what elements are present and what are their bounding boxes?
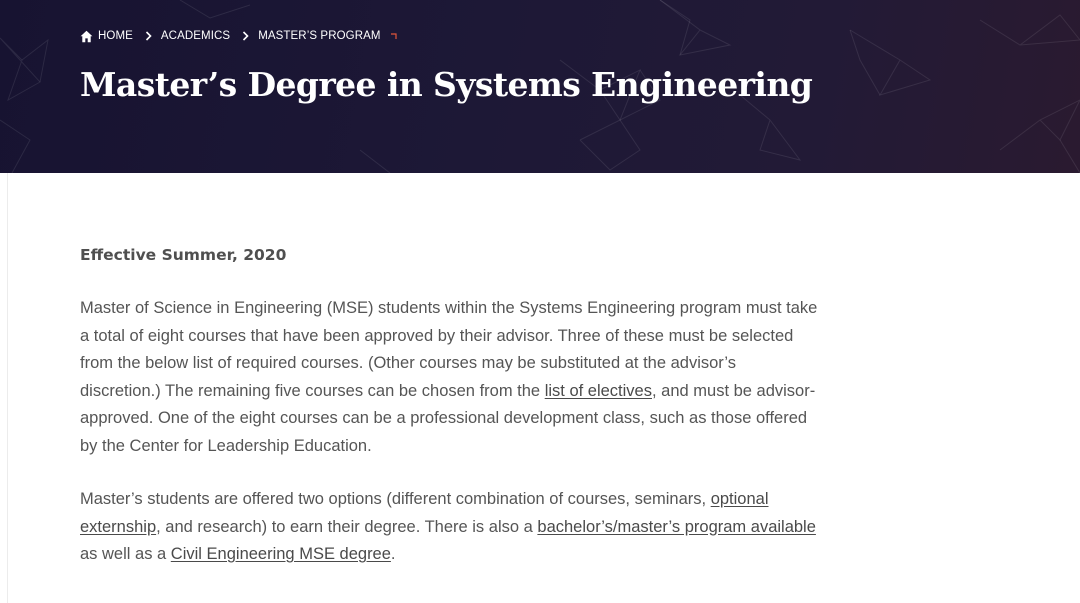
page-title: Master’s Degree in Systems Engineering <box>80 65 813 104</box>
para1-text-after: , and must be advisor-approved. One of the eight courses can be a professional development class, such as those offered by the Center for Leadership Education. <box>80 381 816 455</box>
chevron-right-icon <box>242 31 249 41</box>
corner-mark-icon <box>391 33 397 39</box>
para2-text-mid: , and research) to earn their degree. There is also a <box>156 517 538 536</box>
chevron-right-icon <box>145 31 152 41</box>
externship-link[interactable]: optional externship <box>80 490 769 536</box>
breadcrumb <box>80 28 397 44</box>
breadcrumb-current-label: MASTER’S PROGRAM <box>258 30 381 42</box>
breadcrumb-academics-label: ACADEMICS <box>160 30 231 42</box>
para2-text-end: . <box>390 545 396 563</box>
civil-engineering-link[interactable]: Civil Engineering MSE degree <box>170 545 391 563</box>
home-icon <box>80 30 93 43</box>
bachelors-masters-link[interactable]: bachelor’s/master’s program available <box>537 517 816 536</box>
page-hero <box>0 0 1080 173</box>
para2-text-start: Master’s students are offered two options (different combination of courses, seminars, <box>80 490 711 508</box>
breadcrumb-academics-link[interactable] <box>161 30 230 42</box>
electives-link[interactable]: list of electives <box>544 381 652 400</box>
para2-text-mid2: as well as a <box>80 545 171 563</box>
program-description-paragraph <box>80 295 820 460</box>
effective-date-heading: Effective Summer, 2020 <box>80 246 287 264</box>
breadcrumb-home-label: HOME <box>98 30 133 42</box>
breadcrumb-current-link[interactable] <box>258 30 380 42</box>
para1-text-before: Master of Science in Engineering (MSE) students within the Systems Engineering program must take a total of eight courses that have been approved by their advisor. Three of these must be selected from the below list of required courses. (Other courses may be substituted at the advisor’s discretion.) The remaining five courses can be chosen from the <box>80 299 818 400</box>
content-divider <box>7 173 8 603</box>
breadcrumb-home-link[interactable] <box>80 30 133 43</box>
degree-options-paragraph <box>80 486 820 569</box>
